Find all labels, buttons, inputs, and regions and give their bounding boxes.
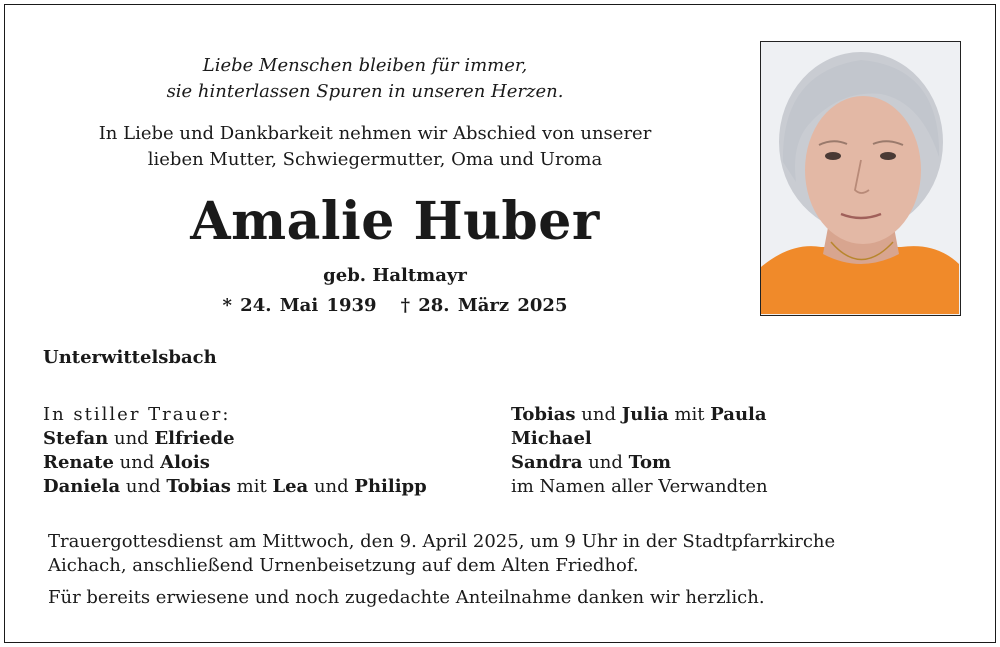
service-line-1: Trauergottesdienst am Mittwoch, den 9. April 2025, um 9 Uhr in der Stadtpfarrkirche [48, 531, 836, 552]
poem-line-1: Liebe Menschen bleiben für immer, [202, 55, 528, 76]
mourners-right [511, 403, 768, 499]
mourner-line: Stefan und Elfriede [43, 428, 235, 449]
intro-line-1: In Liebe und Dankbarkeit nehmen wir Abschied von unserer [98, 123, 652, 144]
mourner-line: Daniela und Tobias mit Lea und Philipp [43, 476, 427, 497]
mourners-heading: In stiller Trauer: [43, 404, 231, 425]
funeral-service-info [48, 530, 835, 578]
birth-date: * 24. Mai 1939 [222, 295, 377, 316]
death-date: † 28. März 2025 [400, 295, 568, 316]
relatives-note: im Namen aller Verwandten [511, 476, 768, 497]
residence-place: Unterwittelsbach [43, 347, 217, 368]
life-dates [105, 293, 685, 319]
service-line-2: Aichach, anschließend Urnenbeisetzung auf dem Alten Friedhof. [48, 555, 639, 576]
mourner-line: Renate und Alois [43, 452, 210, 473]
portrait-image [761, 42, 959, 314]
poem-line-2: sie hinterlassen Spuren in unseren Herzen. [166, 81, 564, 102]
mourner-line: Tobias und Julia mit Paula [511, 404, 767, 425]
obituary-notice [4, 4, 996, 643]
mourner-line: Sandra und Tom [511, 452, 672, 473]
intro-text [45, 121, 705, 173]
birth-name: geb. Haltmayr [323, 265, 467, 286]
intro-line-2: lieben Mutter, Schwiegermutter, Oma und Uroma [147, 149, 603, 170]
portrait-photo [760, 41, 961, 316]
deceased-name: Amalie Huber [190, 191, 600, 252]
poem [65, 53, 665, 105]
mourner-line: Michael [511, 428, 592, 449]
thanks-text: Für bereits erwiesene und noch zugedachte Anteilnahme danken wir herzlich. [48, 587, 765, 608]
mourners-left [43, 403, 427, 499]
